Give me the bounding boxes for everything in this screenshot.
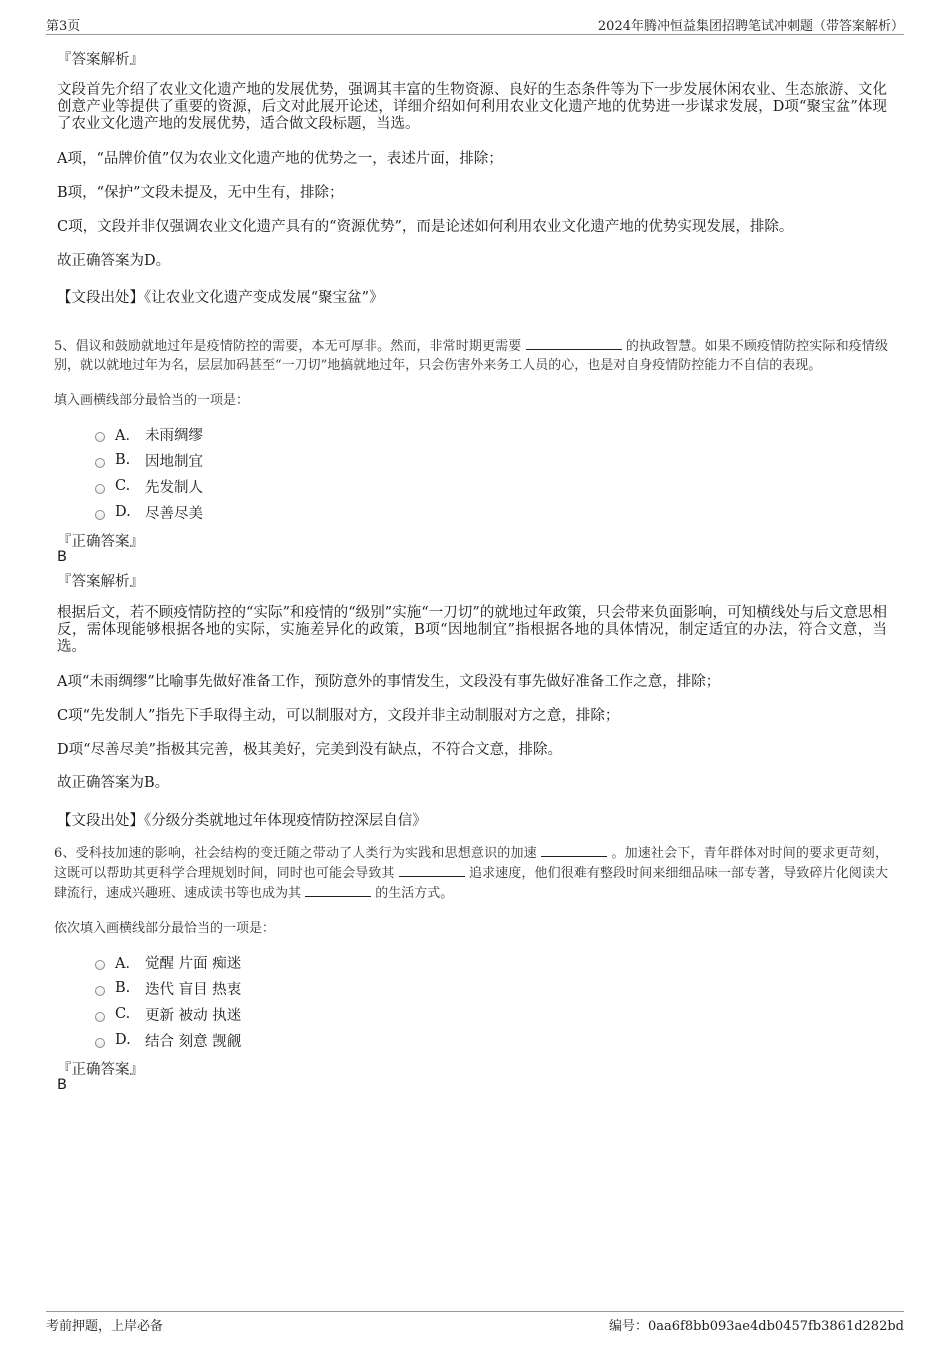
q4-source: 【文段出处】《让农业文化遗产变成发展“聚宝盆”》 (57, 290, 384, 306)
q5-question-text (54, 336, 888, 375)
q6-text-part-1: 6、受科技加速的影响，社会结构的变迁随之带动了人类行为实践和思想意识的加速 (54, 846, 537, 861)
footer-slogan: 考前押题，上岸必备 (46, 1319, 164, 1334)
page-number: 第3页 (46, 19, 81, 34)
q5-analysis-option-d: D项“尽善尽美”指极其完善，极其美好，完美到没有缺点，不符合文意，排除。 (57, 742, 562, 758)
document-title: 2024年腾冲恒益集团招聘笔试冲刺题（带答案解析） (597, 19, 904, 34)
q4-analysis-paragraph: 文段首先介绍了农业文化遗产地的发展优势，强调其丰富的生物资源、良好的生态条件等为下一步发展休闲农业、生态旅游、文化创意产业等提供了重要的资源，后文对此展开论述，详细介绍如何利用农业文化遗产地的优势进一步谋求发展，D项“聚宝盆”体现了农业文化遗产地的发展优势，适合做文段标题，当选。 (57, 82, 887, 132)
q5-correct-answer: B (57, 549, 67, 565)
option-letter: B. (115, 980, 131, 996)
q6-option-d[interactable] (95, 1030, 241, 1050)
q6-blank-1 (541, 843, 607, 857)
q5-analysis-option-a: A项“未雨绸缪”比喻事先做好准备工作，预防意外的事情发生，文段没有事先做好准备工作之意，排除； (57, 674, 721, 690)
q5-option-a[interactable] (95, 424, 203, 444)
option-letter: D. (115, 1032, 131, 1048)
q5-option-c[interactable] (95, 476, 203, 496)
q6-option-c[interactable] (95, 1004, 241, 1024)
option-letter: C. (115, 1006, 131, 1022)
q5-source: 【文段出处】《分级分类就地过年体现疫情防控深层自信》 (57, 813, 427, 829)
q6-question-text (54, 843, 888, 903)
q5-analysis-option-c: C项“先发制人”指先下手取得主动，可以制服对方，文段并非主动制服对方之意，排除； (57, 708, 620, 724)
q5-analysis-paragraph: 根据后文，若不顾疫情防控的“实际”和疫情的“级别”实施“一刀切”的就地过年政策，只会带来负面影响，可知横线处与后文意思相反，需体现能够根据各地的实际，实施差异化的政策，B项“因地制宜”指根据各地的具体情况，制定适宜的办法，符合文意，当选。 (57, 605, 887, 655)
option-letter: B. (115, 452, 131, 468)
radio-icon[interactable] (95, 510, 105, 520)
option-letter: C. (115, 478, 131, 494)
q6-option-a[interactable] (95, 952, 241, 972)
q4-analysis-option-b: B项，“保护”文段未提及，无中生有，排除； (57, 185, 344, 201)
radio-icon[interactable] (95, 432, 105, 442)
radio-icon[interactable] (95, 960, 105, 970)
q5-option-b[interactable] (95, 450, 203, 470)
q5-analysis-label: 『答案解析』 (57, 574, 144, 590)
q5-conclusion: 故正确答案为B。 (57, 775, 170, 791)
q6-blank-2 (399, 863, 465, 877)
option-text: 结合 刻意 觊觎 (145, 1033, 242, 1050)
q6-option-b[interactable] (95, 978, 241, 998)
option-text: 更新 被动 执迷 (145, 1007, 242, 1024)
q6-text-part-3: 追求速度，他们很难有整段时间来细细品味一部专著，导致碎片化阅读大肆流行，速成兴趣班、速成读书等也成为其 (54, 866, 888, 901)
radio-icon[interactable] (95, 986, 105, 996)
radio-icon[interactable] (95, 458, 105, 468)
q5-option-d[interactable] (95, 502, 203, 522)
document-code: 编号：0aa6f8bb093ae4db0457fb3861d282bd (608, 1319, 904, 1334)
radio-icon[interactable] (95, 1012, 105, 1022)
option-letter: A． (115, 955, 140, 972)
option-text: 先发制人 (145, 479, 203, 496)
q6-prompt: 依次填入画横线部分最恰当的一项是： (54, 921, 276, 936)
q6-blank-3 (305, 883, 371, 897)
q4-conclusion: 故正确答案为D。 (57, 253, 171, 269)
q5-blank (526, 336, 622, 350)
option-text: 觉醒 片面 痴迷 (145, 955, 242, 972)
q6-correct-label: 『正确答案』 (57, 1062, 144, 1078)
radio-icon[interactable] (95, 1038, 105, 1048)
q4-analysis-label: 『答案解析』 (57, 52, 144, 68)
q5-text-before: 5、倡议和鼓励就地过年是疫情防控的需要，本无可厚非。然而，非常时期更需要 (54, 339, 522, 354)
q6-text-part-4: 的生活方式。 (375, 886, 454, 901)
option-text: 因地制宜 (145, 453, 203, 470)
q5-text-after: 的执政智慧。如果不顾疫情防控实际和疫情级别，就以就地过年为名，层层加码甚至“一刀切”地搞就地过年，只会伤害外来务工人员的心，也是对自身疫情防控能力不自信的表现。 (54, 339, 888, 373)
page-header (46, 14, 904, 35)
q4-analysis-option-a: A项，“品牌价值”仅为农业文化遗产地的优势之一，表述片面，排除； (57, 151, 503, 167)
page-footer (46, 1311, 904, 1334)
option-text: 未雨绸缪 (145, 427, 203, 444)
q6-correct-answer: B (57, 1077, 67, 1093)
q4-analysis-option-c: C项，文段并非仅强调农业文化遗产具有的“资源优势”，而是论述如何利用农业文化遗产地的优势实现发展，排除。 (57, 219, 794, 235)
q6-text-part-2: 。加速社会下，青年群体对时间的要求更苛刻，这既可以帮助其更科学合理规划时间，同时也可能会导致其 (54, 846, 888, 881)
q5-correct-label: 『正确答案』 (57, 534, 144, 550)
option-text: 迭代 盲目 热衷 (145, 981, 242, 998)
option-text: 尽善尽美 (145, 505, 203, 522)
q5-prompt: 填入画横线部分最恰当的一项是： (54, 393, 250, 408)
radio-icon[interactable] (95, 484, 105, 494)
option-letter: D. (115, 504, 131, 520)
option-letter: A． (115, 427, 140, 444)
